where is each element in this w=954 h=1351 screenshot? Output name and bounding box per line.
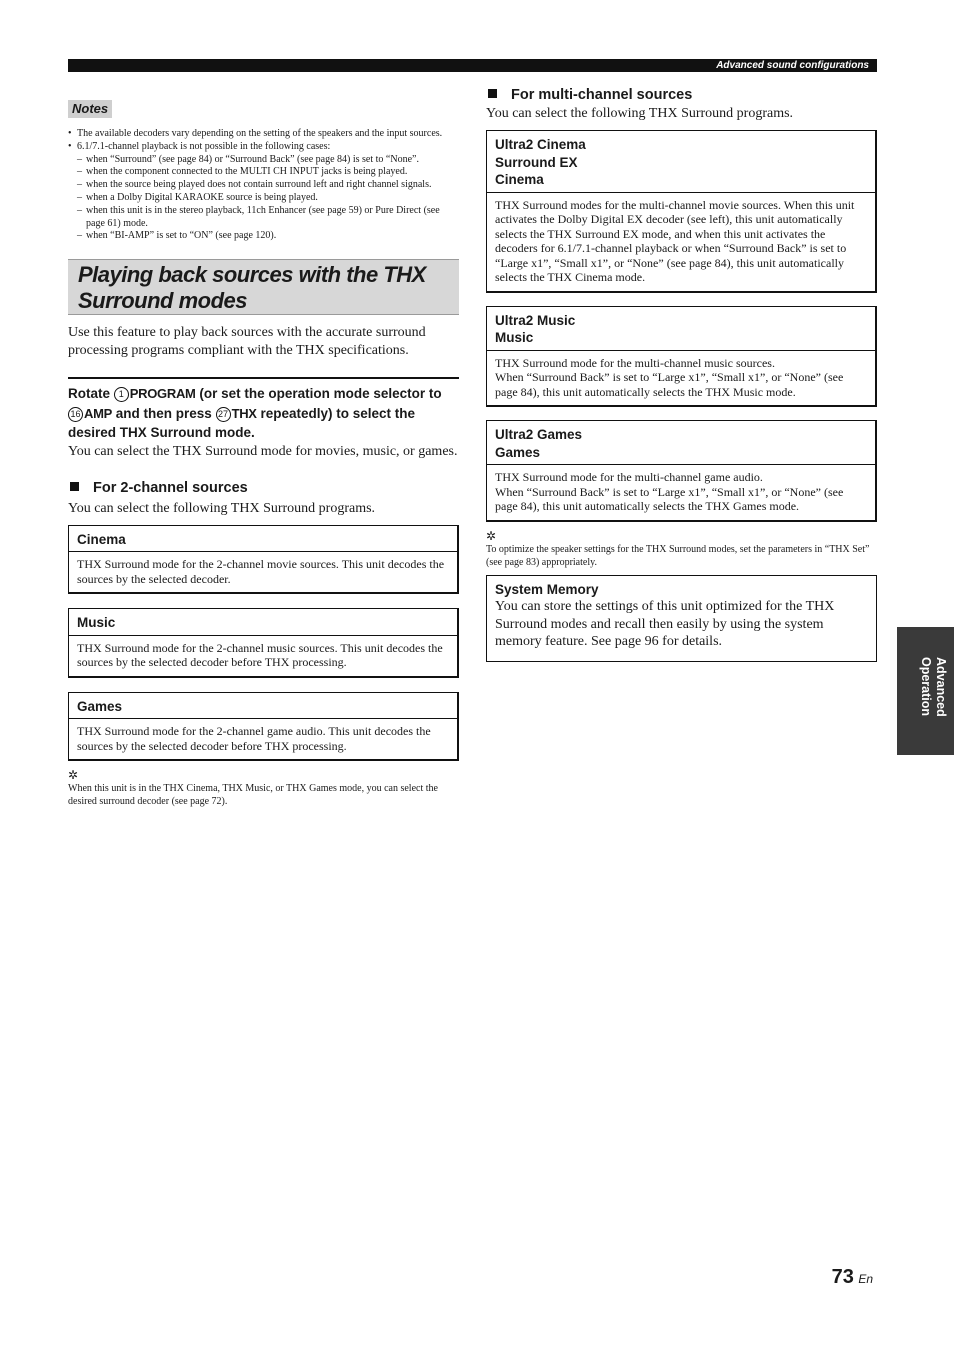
mode-text-paragraph: THX Surround modes for the multi-channel movie sources. When this unit activates the Dolby Digital EX decoder (see left), this unit automatically selects the THX Surround EX mode, and when this unit activates the decoders for 6.1/7.1-channel playback or when “Surround Back” is set to “Large x1”, “Small x1”, or “None” (see page 84), this unit automatically selects the THX Cinema mode. — [495, 197, 855, 284]
mode-title-line: Ultra2 Music — [495, 312, 576, 328]
mode-box-ultra2-cinema — [486, 130, 877, 293]
multi-channel-heading — [486, 86, 877, 104]
mode-box-text: THX Surround mode for the 2-channel music sources. This unit decodes the sources by the selected decoder before THX processing. — [77, 640, 443, 670]
multi-channel-intro: You can select the following THX Surround programs. — [486, 106, 794, 121]
section-title-line: Playing back sources with the THX — [78, 262, 426, 288]
mode-box-text: THX Surround mode for the 2-channel game audio. This unit decodes the sources by the selected decoder before THX processing. — [77, 724, 431, 753]
instruction-note: You can select the THX Surround mode for movies, music, or games. — [68, 443, 458, 459]
mode-box-title — [487, 131, 875, 193]
instruction — [68, 384, 459, 443]
note-item: • 6.1/7.1-channel playback is not possible in the following cases: — [68, 141, 459, 154]
mode-box-ultra2-music — [486, 306, 877, 408]
program-button-label: PROGRAM — [129, 386, 196, 402]
system-memory-title: System Memory — [495, 581, 599, 597]
right-column — [486, 86, 877, 662]
tip-text: When this unit is in the THX Cinema, THX Music, or THX Games mode, you can select the desired surround decoder (see page 72). — [68, 783, 438, 808]
mode-title-line: Ultra2 Games — [495, 427, 583, 442]
mode-box-games — [68, 692, 459, 762]
amp-button-label: AMP — [84, 405, 112, 421]
left-column — [68, 100, 459, 808]
notes-list — [68, 128, 459, 243]
two-channel-heading-text: For 2-channel sources — [93, 479, 248, 496]
system-memory-box — [486, 575, 877, 662]
button-number-16: 16 — [68, 407, 83, 422]
mode-box-ultra2-games — [486, 420, 877, 522]
note-subitem: – when the component connected to the MULTI CH INPUT jacks is being played. — [68, 166, 459, 179]
mode-text-paragraph: THX Surround mode for the multi-channel game audio. — [495, 470, 763, 484]
mode-box-cinema — [68, 525, 459, 595]
thx-button-label: THX — [231, 405, 257, 421]
side-tab-line: Advanced — [934, 657, 948, 717]
square-bullet-icon — [70, 482, 79, 491]
mode-text-paragraph: When “Surround Back” is set to “Large x1”, “Small x1”, or “None” (see page 84), this unit automatically selects the THX Games mode. — [495, 484, 844, 513]
mode-box-title: Music — [69, 609, 457, 636]
system-memory-text: You can store the settings of this unit optimized for the THX Surround modes and recall then easily by using the system memory feature. See page 96 for details. — [495, 599, 835, 649]
note-subitem: – when the source being played does not contain surround left and right channel signals. — [68, 179, 459, 192]
header-bar — [68, 59, 877, 72]
instruction-text: Rotate — [68, 386, 111, 402]
section-intro: Use this feature to play back sources with the accurate surround processing programs compliant with the THX specifications. — [68, 325, 426, 359]
page-number — [832, 1266, 873, 1289]
mode-box-title — [487, 307, 875, 351]
mode-box-text — [487, 193, 875, 291]
note-subitem: – when “BI-AMP” is set to “ON” (see page 120). — [68, 230, 459, 243]
instruction-text: repeatedly) to select the desired THX Surround mode. — [68, 405, 415, 441]
mode-box-text — [487, 465, 875, 520]
note-subitem: – when a Dolby Digital KARAOKE source is being played. — [68, 192, 459, 205]
mode-title-line: Cinema — [495, 172, 544, 187]
side-tab-line: Operation — [919, 657, 933, 717]
side-tab — [897, 627, 954, 755]
note-subitem: – when this unit is in the stereo playback, 11ch Enhancer (see page 59) or Pure Direct (see page 61) mode. — [68, 205, 459, 231]
tip-text: To optimize the speaker settings for the THX Surround modes, set the parameters in “THX Set” (see page 83) appropriately. — [486, 543, 870, 568]
mode-title-line: Music — [495, 330, 534, 345]
mode-text-paragraph: When “Surround Back” is set to “Large x1”, “Small x1”, or “None” (see page 84), this unit automatically selects the THX Music mode. — [495, 370, 844, 399]
divider-rule — [68, 377, 459, 379]
instruction-text: and then press — [115, 405, 212, 421]
mode-title-line: Games — [495, 444, 541, 460]
mode-box-title: Cinema — [69, 526, 457, 553]
square-bullet-icon — [488, 89, 497, 98]
tip-icon: ✲ — [486, 528, 497, 543]
header-title: Advanced sound configurations — [716, 60, 869, 71]
button-number-27: 27 — [216, 407, 231, 422]
page-language: En — [858, 1272, 873, 1286]
note-subitem: – when “Surround” (see page 84) or “Surround Back” (see page 84) is set to “None”. — [68, 154, 459, 167]
tip-icon: ✲ — [68, 768, 79, 783]
mode-box-music — [68, 608, 459, 678]
mode-box-title: Games — [69, 693, 457, 720]
section-title-line: Surround modes — [78, 288, 248, 314]
mode-box-text — [487, 351, 875, 406]
mode-box-text: THX Surround mode for the 2-channel movie sources. This unit decodes the sources by the selected decoder. — [77, 557, 445, 586]
mode-title-line: Ultra2 Cinema — [495, 137, 586, 152]
notes-label: Notes — [68, 100, 112, 118]
instruction-text: (or set the operation mode selector to — [199, 386, 442, 402]
mode-text-paragraph: THX Surround mode for the multi-channel music sources. — [495, 355, 775, 370]
side-tab-label — [903, 657, 948, 755]
two-channel-heading — [68, 479, 459, 497]
mode-title-line: Surround EX — [495, 154, 578, 170]
note-item: • The available decoders vary depending on the setting of the speakers and the input sources. — [68, 128, 459, 141]
mode-box-title — [487, 421, 875, 465]
section-heading — [68, 259, 459, 315]
button-number-1: 1 — [114, 387, 129, 402]
multi-channel-heading-text: For multi-channel sources — [511, 87, 693, 103]
page-number-value: 73 — [831, 1266, 854, 1288]
two-channel-intro: You can select the following THX Surround programs. — [68, 500, 376, 516]
